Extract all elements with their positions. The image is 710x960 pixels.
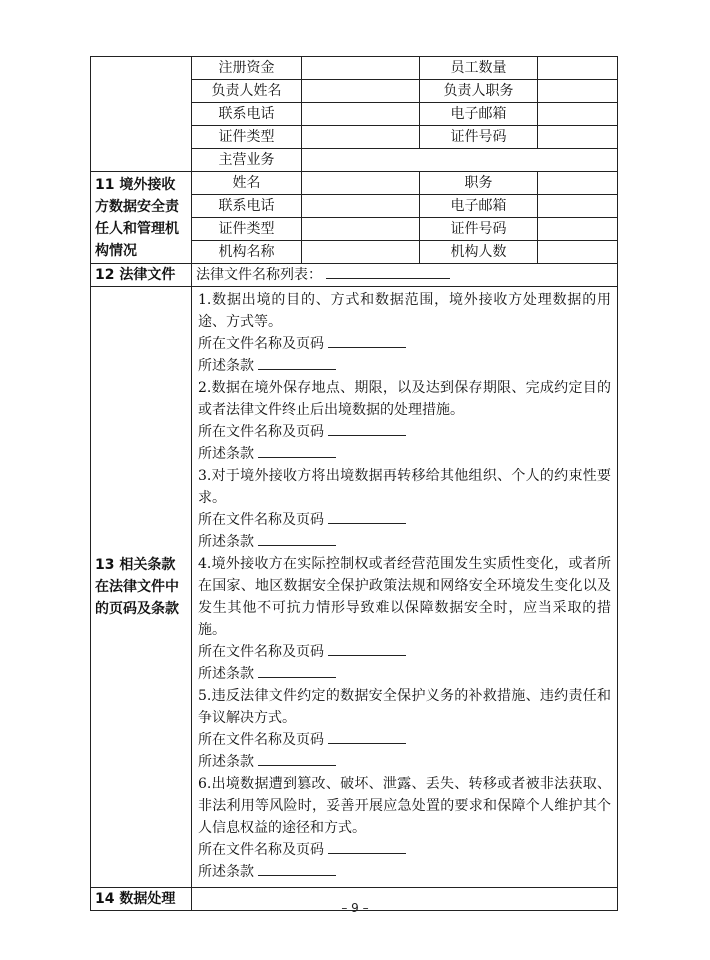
- section13-label: 13 相关条款在法律文件中的页码及条款: [91, 287, 192, 888]
- file-page-blank[interactable]: [328, 729, 406, 744]
- field-value[interactable]: [538, 57, 618, 80]
- clause-ref-blank[interactable]: [258, 861, 336, 876]
- clause-text: 1.数据出境的目的、方式和数据范围，境外接收方处理数据的用途、方式等。: [198, 292, 611, 330]
- clause-ref-line: [198, 531, 611, 553]
- field-value[interactable]: [538, 80, 618, 103]
- field-value[interactable]: [302, 218, 420, 241]
- file-page-blank[interactable]: [328, 839, 406, 854]
- clause-ref-blank[interactable]: [258, 663, 336, 678]
- file-page-line: [198, 729, 611, 751]
- field-label: 机构人数: [420, 241, 538, 264]
- file-page-line: [198, 641, 611, 663]
- file-page-blank[interactable]: [328, 509, 406, 524]
- clause-ref-label: 所述条款: [198, 666, 254, 682]
- field-label: 注册资金: [192, 57, 302, 80]
- field-label: 证件号码: [420, 126, 538, 149]
- legal-file-list-blank[interactable]: [326, 264, 450, 279]
- field-value[interactable]: [538, 195, 618, 218]
- clause-text: 6.出境数据遭到篡改、破坏、泄露、丢失、转移或者被非法获取、非法利用等风险时，妥善开展应急处置的要求和保障个人维护其个人信息权益的途径和方式。: [198, 776, 611, 836]
- file-page-line: [198, 421, 611, 443]
- clause-item: [198, 773, 611, 883]
- file-page-blank[interactable]: [328, 641, 406, 656]
- field-value[interactable]: [302, 80, 420, 103]
- clause-item: [198, 289, 611, 377]
- field-label: 负责人职务: [420, 80, 538, 103]
- legal-file-list-cell: [192, 264, 618, 287]
- field-label: 联系电话: [192, 103, 302, 126]
- receiver-label-cell: [91, 57, 192, 172]
- clause-ref-blank[interactable]: [258, 751, 336, 766]
- file-page-label: 所在文件名称及页码: [198, 424, 324, 440]
- clause-item: [198, 377, 611, 465]
- legal-file-list-label: 法律文件名称列表：: [196, 267, 322, 283]
- clause-item: [198, 553, 611, 685]
- field-value[interactable]: [538, 218, 618, 241]
- section13-row: [91, 287, 618, 888]
- section11-label: 11 境外接收方数据安全责任人和管理机构情况: [91, 172, 192, 264]
- clause-item: [198, 685, 611, 773]
- clause-ref-line: [198, 861, 611, 883]
- section11-row-1: [91, 172, 618, 195]
- field-label: 姓名: [192, 172, 302, 195]
- file-page-line: [198, 839, 611, 861]
- field-label: 职务: [420, 172, 538, 195]
- clause-text: 4.境外接收方在实际控制权或者经营范围发生实质性变化，或者所在国家、地区数据安全保护政策法规和网络安全环境发生变化以及发生其他不可抗力情形导致难以保障数据安全时，应当采取的措施。: [198, 556, 611, 638]
- clause-list: [198, 289, 611, 883]
- application-form-table: [90, 56, 618, 911]
- section14-label: 14 数据处理: [91, 888, 192, 911]
- field-value[interactable]: [302, 126, 420, 149]
- file-page-label: 所在文件名称及页码: [198, 644, 324, 660]
- clause-ref-label: 所述条款: [198, 358, 254, 374]
- clause-ref-blank[interactable]: [258, 443, 336, 458]
- main-business-label: 主营业务: [192, 149, 302, 172]
- section12-row: [91, 264, 618, 287]
- field-label: 电子邮箱: [420, 103, 538, 126]
- field-label: 证件号码: [420, 218, 538, 241]
- file-page-line: [198, 509, 611, 531]
- field-value[interactable]: [302, 103, 420, 126]
- form-page: [90, 56, 617, 911]
- field-value[interactable]: [302, 57, 420, 80]
- clause-ref-line: [198, 663, 611, 685]
- field-value[interactable]: [302, 195, 420, 218]
- field-value[interactable]: [538, 172, 618, 195]
- field-label: 联系电话: [192, 195, 302, 218]
- field-value[interactable]: [302, 241, 420, 264]
- main-business-value[interactable]: [302, 149, 618, 172]
- clause-ref-label: 所述条款: [198, 864, 254, 880]
- clause-ref-line: [198, 355, 611, 377]
- field-value[interactable]: [538, 126, 618, 149]
- field-label: 电子邮箱: [420, 195, 538, 218]
- clause-ref-blank[interactable]: [258, 531, 336, 546]
- clause-ref-line: [198, 751, 611, 773]
- field-label: 证件类型: [192, 126, 302, 149]
- file-page-line: [198, 333, 611, 355]
- field-value[interactable]: [538, 103, 618, 126]
- clause-text: 3.对于境外接收方将出境数据再转移给其他组织、个人的约束性要求。: [198, 468, 611, 506]
- clause-ref-label: 所述条款: [198, 754, 254, 770]
- file-page-label: 所在文件名称及页码: [198, 842, 324, 858]
- file-page-blank[interactable]: [328, 333, 406, 348]
- field-label: 负责人姓名: [192, 80, 302, 103]
- clause-text: 5.违反法律文件约定的数据安全保护义务的补救措施、违约责任和争议解决方式。: [198, 688, 611, 726]
- receiver-row-1: [91, 57, 618, 80]
- clause-ref-line: [198, 443, 611, 465]
- file-page-label: 所在文件名称及页码: [198, 732, 324, 748]
- clauses-cell: [192, 287, 618, 888]
- clause-ref-label: 所述条款: [198, 446, 254, 462]
- file-page-label: 所在文件名称及页码: [198, 512, 324, 528]
- field-value[interactable]: [538, 241, 618, 264]
- field-label: 证件类型: [192, 218, 302, 241]
- file-page-blank[interactable]: [328, 421, 406, 436]
- page-number: – 9 –: [341, 901, 369, 915]
- clause-item: [198, 465, 611, 553]
- file-page-label: 所在文件名称及页码: [198, 336, 324, 352]
- field-value[interactable]: [302, 172, 420, 195]
- field-label: 机构名称: [192, 241, 302, 264]
- section12-label: 12 法律文件: [91, 264, 192, 287]
- field-label: 员工数量: [420, 57, 538, 80]
- clause-ref-label: 所述条款: [198, 534, 254, 550]
- clause-ref-blank[interactable]: [258, 355, 336, 370]
- clause-text: 2.数据在境外保存地点、期限，以及达到保存期限、完成约定目的或者法律文件终止后出境数据的处理措施。: [198, 380, 611, 418]
